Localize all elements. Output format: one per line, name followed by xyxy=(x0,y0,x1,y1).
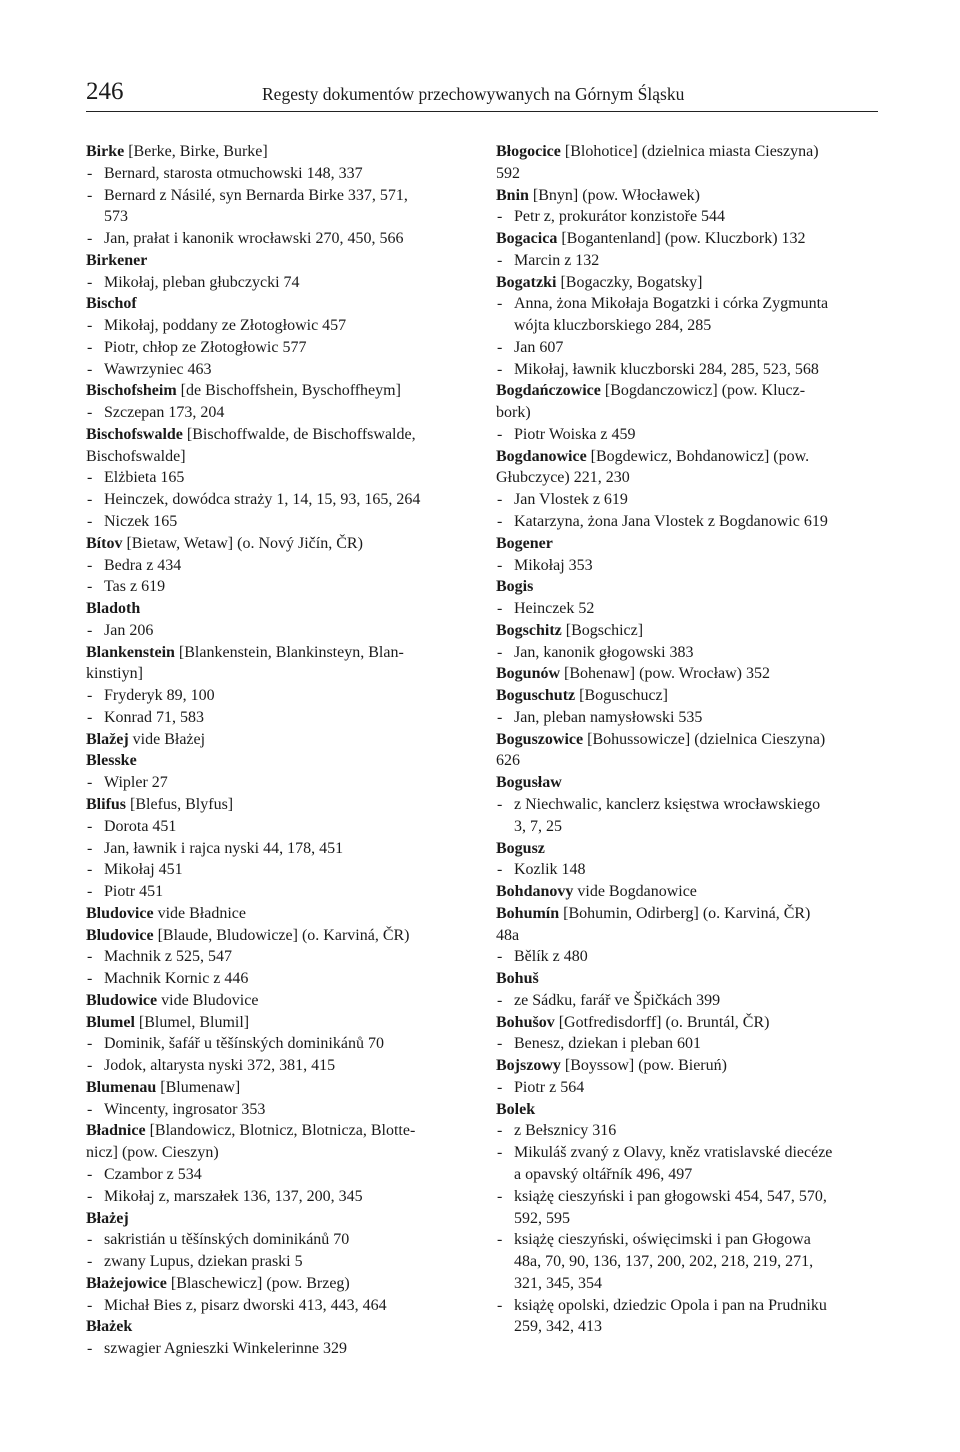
index-subentry: - Mikołaj 353 xyxy=(496,555,881,577)
headword-details: [Bogdewicz, Bohdanowicz] (pow. xyxy=(586,447,810,465)
index-headword-line xyxy=(86,380,464,402)
index-subentry: - sakristián u těšínských dominikánů 70 xyxy=(86,1229,464,1251)
index-headword-line xyxy=(86,1208,464,1230)
headword-details: [Boyssow] (pow. Bieruń) xyxy=(560,1057,727,1075)
index-headword-line xyxy=(496,685,881,707)
index-subentry: - książę cieszyński, oświęcimski i pan Głogowa xyxy=(496,1229,881,1251)
index-headword-line xyxy=(86,1120,464,1142)
index-subentry: - Wawrzyniec 463 xyxy=(86,359,464,381)
headword-details: vide Bładnice xyxy=(153,904,246,922)
index-subentry: - Jan, prałat i kanonik wrocławski 270, 450, 566 xyxy=(86,228,464,250)
headword: Blažej xyxy=(86,730,129,748)
headword: Bludowice xyxy=(86,991,158,1009)
index-column-right xyxy=(496,141,881,1338)
headword: Bohušov xyxy=(496,1013,555,1031)
index-headword-line xyxy=(86,642,464,664)
index-subentry: - Mikuláš zvaný z Olavy, kněz vratislavské diecéze xyxy=(496,1142,881,1164)
headword: Blifus xyxy=(86,795,127,813)
index-subentry: - Piotr 451 xyxy=(86,881,464,903)
index-headword-line xyxy=(496,228,881,250)
index-subentry: - Katarzyna, żona Jana Vlostek z Bogdanowic 619 xyxy=(496,511,881,533)
index-headword-line xyxy=(86,141,464,163)
page-number: 246 xyxy=(86,78,124,105)
index-headword-line xyxy=(496,881,881,903)
index-headword-line xyxy=(496,141,881,163)
index-subentry: - Konrad 71, 583 xyxy=(86,707,464,729)
headword: Birke xyxy=(86,143,125,160)
headword: Błogocice xyxy=(496,143,561,160)
index-subentry: - Mikołaj z, marszałek 136, 137, 200, 345 xyxy=(86,1186,464,1208)
index-headword-line xyxy=(86,1012,464,1034)
index-headword-continuation: 48a xyxy=(496,926,520,944)
index-subentry: - Dominik, šafář u těšínských dominikánů 70 xyxy=(86,1033,464,1055)
headword-details: [Bohenaw] (pow. Wrocław) 352 xyxy=(560,665,770,683)
index-subentry: - Petr z, prokurátor konzistoře 544 xyxy=(496,206,881,228)
headword: Bludovice xyxy=(86,926,154,944)
index-headword-continuation: 626 xyxy=(496,752,520,770)
index-subentry: - z Niechwalic, kanclerz księstwa wrocławskiego xyxy=(496,794,881,816)
index-headword-line xyxy=(86,750,464,772)
headword: Bludovice xyxy=(86,904,154,922)
headword: Bischof xyxy=(86,295,137,313)
index-subentry: - Benesz, dziekan i pleban 601 xyxy=(496,1033,881,1055)
headword-details: [Blefus, Blyfus] xyxy=(126,795,234,813)
index-subentry: - z Bełsznicy 316 xyxy=(496,1120,881,1142)
headword: Boguschutz xyxy=(496,687,576,705)
headword: Bogdanowice xyxy=(496,447,587,465)
index-subentry: - Machnik z 525, 547 xyxy=(86,946,464,968)
headword: Blumenau xyxy=(86,1078,157,1096)
index-subentry-continuation: 3, 7, 25 xyxy=(514,817,562,835)
index-subentry: - Machnik Kornic z 446 xyxy=(86,968,464,990)
headword: Bítov xyxy=(86,534,123,552)
index-subentry-continuation: 48a, 70, 90, 136, 137, 200, 202, 218, 219, 271, xyxy=(514,1253,814,1271)
index-subentry: - Jan, kanonik głogowski 383 xyxy=(496,642,881,664)
headword-details: [Bohumin, Odirberg] (o. Karviná, ČR) xyxy=(559,904,811,922)
index-subentry: - Bernard, starosta otmuchowski 148, 337 xyxy=(86,163,464,185)
index-subentry-continuation: wójta kluczborskiego 284, 285 xyxy=(514,317,712,335)
headword-details: [Blohotice] (dzielnica miasta Cieszyna) xyxy=(560,143,819,160)
index-headword-line xyxy=(86,794,464,816)
headword: Bladoth xyxy=(86,600,141,618)
index-subentry: - Mikołaj, ławnik kluczborski 284, 285, 523, 568 xyxy=(496,359,881,381)
index-subentry: - Dorota 451 xyxy=(86,816,464,838)
headword: Błażek xyxy=(86,1318,133,1336)
index-headword-continuation: bork) xyxy=(496,404,531,422)
headword-details: vide Bogdanowice xyxy=(573,883,697,901)
index-subentry: - Heinczek 52 xyxy=(496,598,881,620)
headword-details: [Gotfredisdorff] (o. Bruntál, ČR) xyxy=(554,1013,770,1031)
headword-details: vide Bludovice xyxy=(157,991,259,1009)
index-subentry: - Kozlik 148 xyxy=(496,859,881,881)
headword: Bogis xyxy=(496,578,534,596)
index-headword-line xyxy=(496,446,881,468)
headword: Bojszowy xyxy=(496,1057,561,1075)
index-subentry: - Wipler 27 xyxy=(86,772,464,794)
index-subentry-continuation: 573 xyxy=(104,208,128,226)
index-subentry: - Tas z 619 xyxy=(86,576,464,598)
index-headword-line xyxy=(496,838,881,860)
index-headword-line xyxy=(86,1077,464,1099)
headword: Bogusz xyxy=(496,839,545,857)
headword: Blankenstein xyxy=(86,643,175,661)
headword: Blumel xyxy=(86,1013,135,1031)
index-subentry: - Bernard z Násilé, syn Bernarda Birke 337, 571, xyxy=(86,185,464,207)
headword: Bogusław xyxy=(496,774,562,792)
headword: Blesske xyxy=(86,752,137,770)
index-headword-line xyxy=(496,620,881,642)
index-headword-line xyxy=(86,1316,464,1338)
index-headword-line xyxy=(86,990,464,1012)
headword: Bischofswalde xyxy=(86,425,183,443)
headword-details: [Blaschewicz] (pow. Brzeg) xyxy=(166,1274,350,1292)
index-headword-line xyxy=(496,903,881,925)
index-subentry: - Bedra z 434 xyxy=(86,555,464,577)
index-subentry: - Jan Vlostek z 619 xyxy=(496,489,881,511)
index-subentry: - Bělík z 480 xyxy=(496,946,881,968)
index-headword-line xyxy=(496,729,881,751)
index-headword-line xyxy=(86,250,464,272)
index-subentry: - Fryderyk 89, 100 xyxy=(86,685,464,707)
index-headword-continuation: 592 xyxy=(496,164,520,182)
headword-details: [Berke, Birke, Burke] xyxy=(124,143,268,160)
index-subentry: - ze Sádku, farář ve Špičkách 399 xyxy=(496,990,881,1012)
headword-details: [Blumenaw] xyxy=(156,1078,241,1096)
headword-details: [Bietaw, Wetaw] (o. Nový Jičín, ČR) xyxy=(122,534,363,552)
index-headword-line xyxy=(496,772,881,794)
index-headword-line xyxy=(496,533,881,555)
index-subentry-continuation: a opavský oltářník 496, 497 xyxy=(514,1165,693,1183)
headword: Bładnice xyxy=(86,1122,146,1140)
index-headword-line xyxy=(496,272,881,294)
index-headword-line xyxy=(86,729,464,751)
headword-details: [Bnyn] (pow. Włocławek) xyxy=(528,186,700,204)
headword-details: [Boguschucz] xyxy=(575,687,668,705)
index-headword-line xyxy=(86,1273,464,1295)
headword: Bohuš xyxy=(496,970,539,988)
headword: Bohdanovy xyxy=(496,883,574,901)
index-headword-line xyxy=(496,1012,881,1034)
index-headword-line xyxy=(496,576,881,598)
headword-details: [Bogantenland] (pow. Kluczbork) 132 xyxy=(557,230,806,248)
headword: Bogener xyxy=(496,534,553,552)
header-rule xyxy=(86,111,878,112)
index-subentry: - Szczepan 173, 204 xyxy=(86,402,464,424)
index-headword-continuation: Głubczyce) 221, 230 xyxy=(496,469,630,487)
index-subentry: - Jodok, altarysta nyski 372, 381, 415 xyxy=(86,1055,464,1077)
index-headword-line xyxy=(496,1055,881,1077)
index-headword-line xyxy=(86,293,464,315)
index-headword-line xyxy=(86,903,464,925)
index-headword-line xyxy=(86,533,464,555)
index-subentry: - Piotr Woiska z 459 xyxy=(496,424,881,446)
index-headword-continuation: kinstiyn] xyxy=(86,665,143,683)
index-subentry: - Niczek 165 xyxy=(86,511,464,533)
index-subentry: - Piotr z 564 xyxy=(496,1077,881,1099)
index-headword-line xyxy=(86,598,464,620)
headword-details: [Blankenstein, Blankinsteyn, Blan- xyxy=(174,643,404,661)
index-headword-line xyxy=(86,925,464,947)
index-headword-line xyxy=(496,663,881,685)
index-subentry: - Jan 206 xyxy=(86,620,464,642)
headword-details: [Bogdanczowicz] (pow. Klucz- xyxy=(600,382,806,400)
index-subentry: - Mikołaj, poddany ze Złotogłowic 457 xyxy=(86,315,464,337)
index-subentry: - książę opolski, dziedzic Opola i pan na Prudniku xyxy=(496,1295,881,1317)
index-subentry: - zwany Lupus, dziekan praski 5 xyxy=(86,1251,464,1273)
index-subentry: - Marcin z 132 xyxy=(496,250,881,272)
index-subentry: - szwagier Agnieszki Winkelerinne 329 xyxy=(86,1338,464,1360)
headword: Bogacica xyxy=(496,230,558,248)
headword: Boguszowice xyxy=(496,730,584,748)
headword: Błażejowice xyxy=(86,1274,167,1292)
headword-details: [Bischoffwalde, de Bischoffswalde, xyxy=(182,425,416,443)
index-headword-line xyxy=(496,185,881,207)
index-headword-continuation: nicz] (pow. Cieszyn) xyxy=(86,1144,219,1162)
index-subentry: - Jan, pleban namysłowski 535 xyxy=(496,707,881,729)
headword: Bogatzki xyxy=(496,273,557,291)
index-headword-line xyxy=(496,1099,881,1121)
index-subentry: - Piotr, chłop ze Złotogłowic 577 xyxy=(86,337,464,359)
index-subentry: - Mikołaj, pleban głubczycki 74 xyxy=(86,272,464,294)
index-subentry: - Michał Bies z, pisarz dworski 413, 443, 464 xyxy=(86,1295,464,1317)
index-subentry: - książę cieszyński i pan głogowski 454, 547, 570, xyxy=(496,1186,881,1208)
headword: Bischofsheim xyxy=(86,382,177,400)
headword-details: [Blandowicz, Blotnicz, Blotnicza, Blotte- xyxy=(145,1122,416,1140)
headword-details: [Bogaczky, Bogatsky] xyxy=(556,273,703,291)
index-subentry: - Heinczek, dowódca straży 1, 14, 15, 93, 165, 264 xyxy=(86,489,464,511)
index-subentry: - Jan 607 xyxy=(496,337,881,359)
headword-details: vide Błażej xyxy=(128,730,206,748)
headword: Bnin xyxy=(496,186,529,204)
index-headword-line xyxy=(496,968,881,990)
headword: Bolek xyxy=(496,1100,536,1118)
index-subentry: - Jan, ławnik i rajca nyski 44, 178, 451 xyxy=(86,838,464,860)
index-subentry: - Mikołaj 451 xyxy=(86,859,464,881)
headword: Bohumín xyxy=(496,904,560,922)
headword: Bogdańczowice xyxy=(496,382,601,400)
index-headword-line xyxy=(496,380,881,402)
headword-details: [Blumel, Blumil] xyxy=(134,1013,250,1031)
headword: Błażej xyxy=(86,1209,129,1227)
index-subentry-continuation: 592, 595 xyxy=(514,1209,570,1227)
index-subentry: - Elżbieta 165 xyxy=(86,467,464,489)
index-headword-continuation: Bischofswalde] xyxy=(86,447,186,465)
index-subentry-continuation: 321, 345, 354 xyxy=(514,1274,602,1292)
headword-details: [Bogschicz] xyxy=(561,621,644,639)
index-column-left xyxy=(86,141,464,1360)
headword-details: [de Bischoffshein, Byschoffheym] xyxy=(176,382,401,400)
headword-details: [Bohussowicze] (dzielnica Cieszyna) xyxy=(583,730,826,748)
headword: Bogunów xyxy=(496,665,561,683)
headword: Bogschitz xyxy=(496,621,562,639)
headword-details: [Blaude, Bludowicze] (o. Karviná, ČR) xyxy=(153,926,410,944)
index-subentry: - Czambor z 534 xyxy=(86,1164,464,1186)
index-subentry: - Anna, żona Mikołaja Bogatzki i córka Zygmunta xyxy=(496,293,881,315)
index-headword-line xyxy=(86,424,464,446)
index-subentry: - Wincenty, ingrosator 353 xyxy=(86,1099,464,1121)
index-subentry-continuation: 259, 342, 413 xyxy=(514,1318,602,1336)
running-title: Regesty dokumentów przechowywanych na Górnym Śląsku xyxy=(262,84,685,104)
headword: Birkener xyxy=(86,251,148,269)
